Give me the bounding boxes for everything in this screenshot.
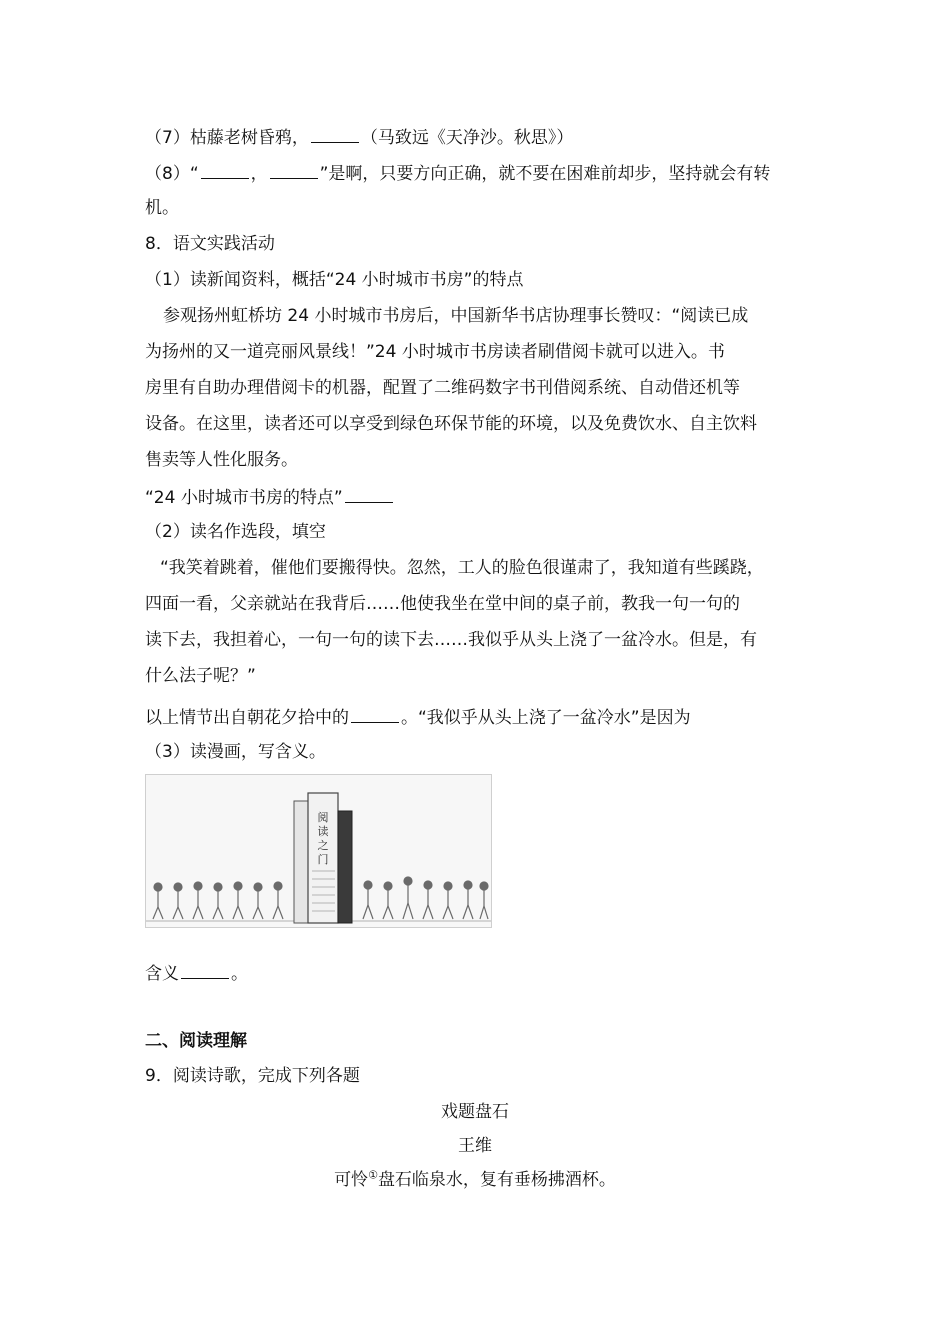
excerpt-line-4: 什么法子呢？” — [145, 666, 256, 686]
comic-sign-char-1: 阅 — [317, 811, 329, 824]
part-2-question-pre: 以上情节出自朝花夕拾中的 — [145, 708, 349, 728]
news-paragraph-line-3: 房里有自助办理借阅卡的机器，配置了二维码数字书刊借阅系统、自动借还机等 — [145, 378, 740, 398]
section-8-title: 8．语文实践活动 — [145, 234, 275, 254]
poem-title: 戏题盘石 — [441, 1102, 509, 1122]
question-9-prompt: 9．阅读诗歌，完成下列各题 — [145, 1066, 360, 1086]
answer-blank — [351, 704, 399, 723]
excerpt-line-1: “我笑着跳着，催他们要搬得快。忽然，工人的脸色很谨肃了，我知道有些蹊跷， — [160, 558, 764, 578]
meaning-period: 。 — [231, 964, 248, 984]
meaning-label: 含义 — [145, 964, 179, 984]
section-8-part-3: （3）读漫画，写含义。 — [145, 742, 326, 762]
answer-blank — [311, 124, 359, 143]
part-2-question-post: 。“我似乎从头上浇了一盆冷水”是因为 — [401, 708, 691, 728]
news-paragraph-line-1: 参观扬州虹桥坊 24 小时城市书房后，中国新华书店协理事长赞叹：“阅读已成 — [163, 306, 749, 326]
news-paragraph-line-4: 设备。在这里，读者还可以享受到绿色环保节能的环境，以及免费饮水、自主饮料 — [145, 414, 757, 434]
comic-sign-char-4: 门 — [317, 853, 329, 866]
excerpt-line-3: 读下去，我担着心，一句一句的读下去……我似乎从头上浇了一盆冷水。但是，有 — [145, 630, 757, 650]
q7-text: （7）枯藤老树昏鸦， — [145, 128, 309, 148]
comic-image — [145, 774, 492, 928]
question-8-line — [145, 160, 810, 186]
q7-source: （马致远《天净沙。秋思》） — [360, 128, 574, 148]
section-2-heading: 二、阅读理解 — [145, 1031, 247, 1051]
part-1-answer-line — [145, 484, 810, 510]
answer-blank — [345, 484, 393, 503]
poem-author: 王维 — [458, 1136, 492, 1156]
q8-text: ”是啊，只要方向正确，就不要在困难前却步，坚持就会有转 — [319, 164, 771, 184]
poem-line-1-post: 盘石临泉水，复有垂杨拂酒杯。 — [377, 1170, 616, 1190]
answer-blank — [181, 960, 229, 979]
news-paragraph-line-5: 售卖等人性化服务。 — [145, 450, 298, 470]
question-7-line — [145, 124, 810, 150]
poem-line-1 — [0, 1168, 950, 1192]
comic-sign-char-3: 之 — [317, 839, 329, 852]
part-2-question-line — [145, 704, 810, 730]
q8-comma: ， — [250, 164, 268, 184]
excerpt-line-2: 四面一看，父亲就站在我背后……他使我坐在堂中间的桌子前，教我一句一句的 — [145, 594, 740, 614]
meaning-answer-line — [145, 960, 810, 986]
footnote-marker: ① — [368, 1168, 378, 1182]
poem-line-1-pre: 可怜 — [334, 1170, 369, 1190]
answer-blank — [270, 160, 318, 179]
q8-open-quote: （8）“ — [145, 164, 199, 184]
section-8-part-2: （2）读名作选段，填空 — [145, 522, 326, 542]
news-paragraph-line-2: 为扬州的又一道亮丽风景线！”24 小时城市书房读者刷借阅卡就可以进入。书 — [145, 342, 725, 362]
comic-illustration — [146, 775, 491, 927]
part-1-answer-prompt: “24 小时城市书房的特点” — [145, 488, 343, 508]
section-8-part-1: （1）读新闻资料，概括“24 小时城市书房”的特点 — [145, 270, 524, 290]
answer-blank — [201, 160, 249, 179]
comic-sign-char-2: 读 — [317, 825, 329, 838]
question-8-continuation: 机。 — [145, 198, 179, 218]
